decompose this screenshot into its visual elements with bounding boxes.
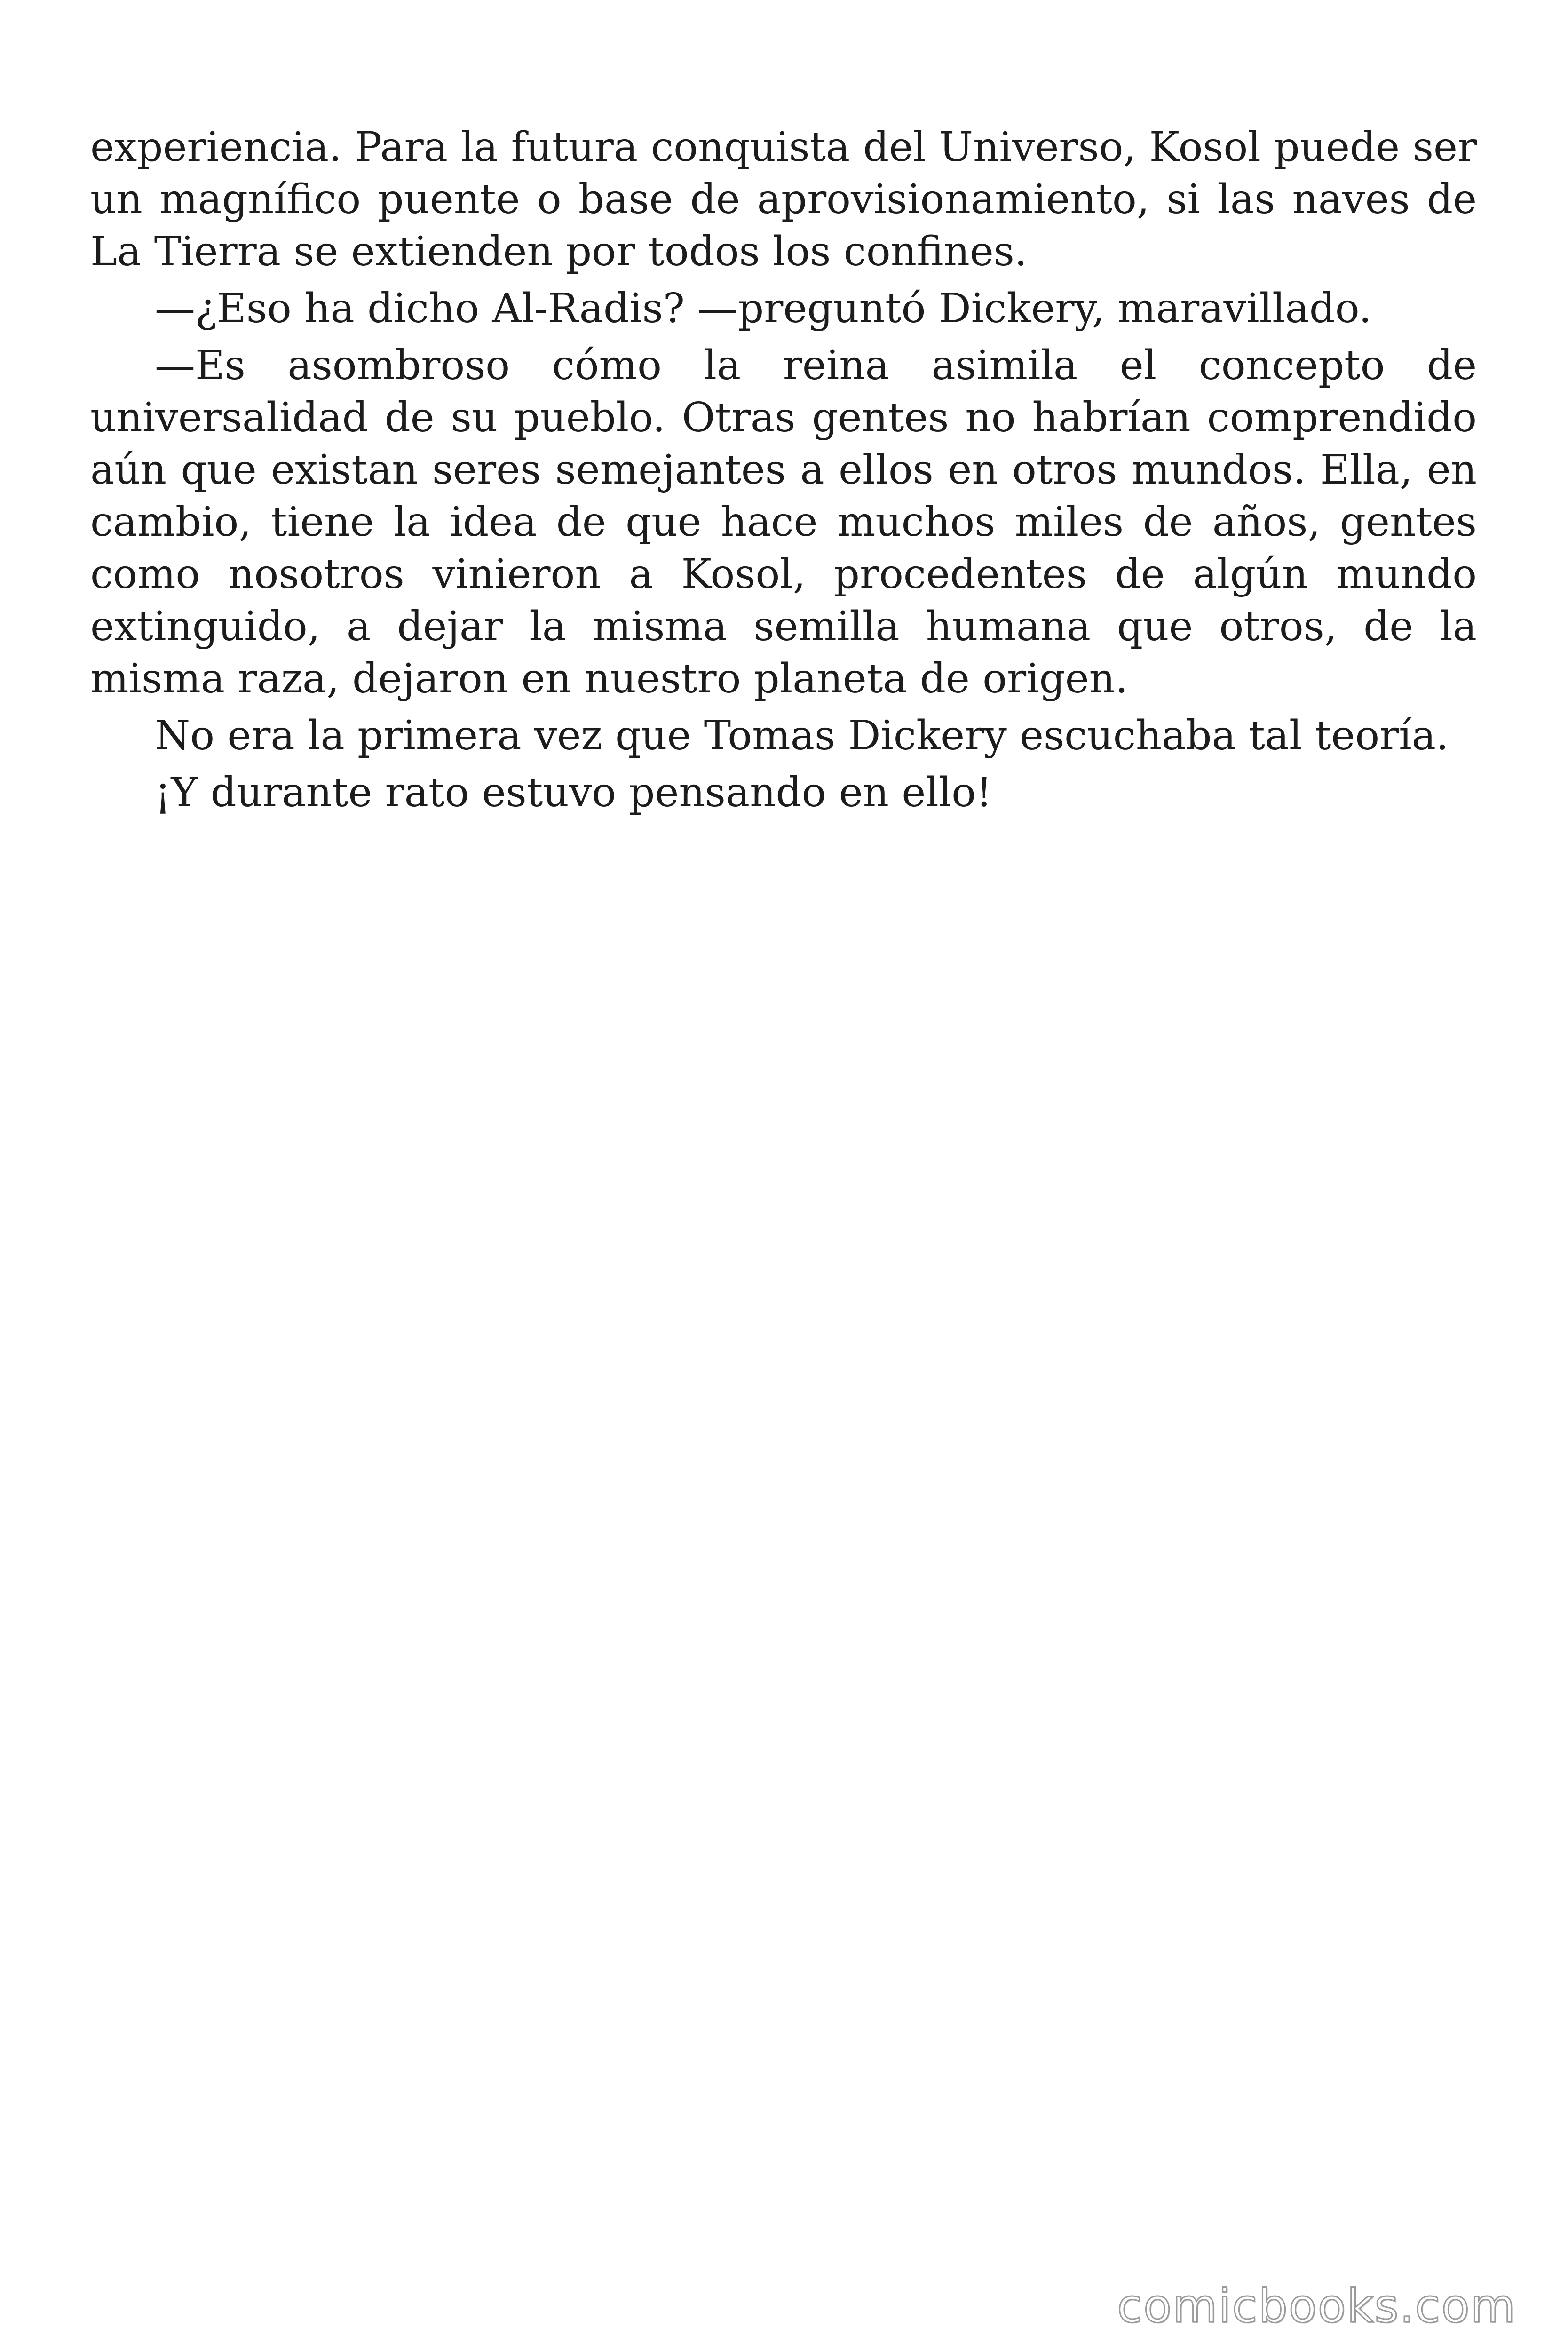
paragraph-2: —¿Eso ha dicho Al-Radis? —preguntó Dickery, maravillado. — [155, 285, 1372, 332]
paragraph-3: —Es asombroso cómo la reina asimila el concepto de universalidad de su pueblo. Otras gentes no habrían comprendido aún que existan seres semejantes a ellos en otros mundos. Ella, en cambio, tiene la idea de que hace muchos miles de años, gentes como nosotros vinieron a Kosol, procedentes de algún mundo extinguido, a dejar la misma semilla humana que otros, de la misma raza, dejaron en nuestro planeta de origen. — [90, 342, 1477, 702]
paragraph-4: No era la primera vez que Tomas Dickery escuchaba tal teoría. — [155, 712, 1449, 759]
body-text — [90, 121, 1477, 819]
paragraph-1: experiencia. Para la futura conquista del Universo, Kosol puede ser un magnífico puente o base de aprovisionamiento, si las naves de La Tierra se extienden por todos los confines. — [90, 124, 1477, 275]
paragraph-5: ¡Y durante rato estuvo pensando en ello! — [155, 769, 992, 816]
watermark-logo: comicbooks.com — [1117, 2280, 1516, 2333]
